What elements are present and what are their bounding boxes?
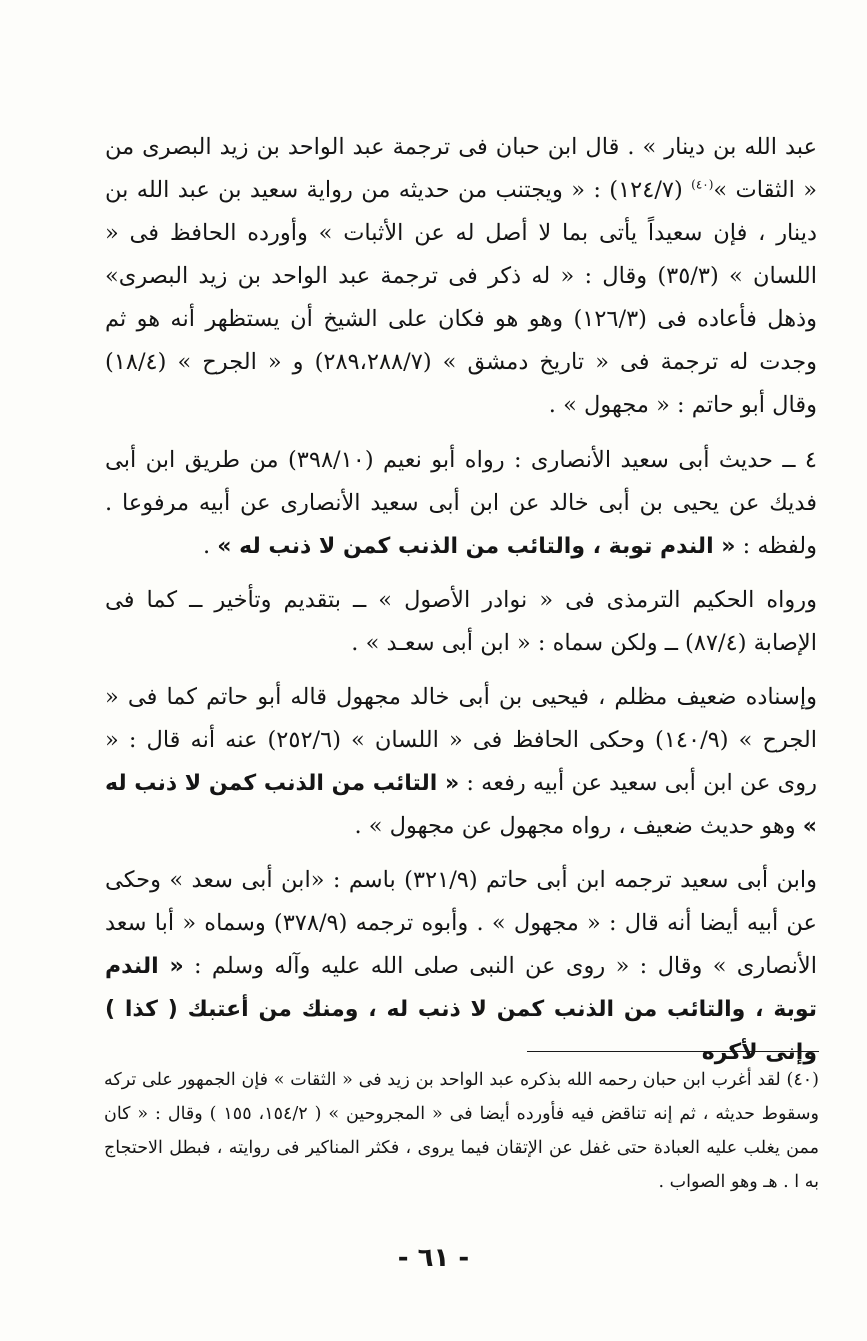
- paragraph-5: [105, 859, 817, 1074]
- main-text: [105, 126, 817, 1085]
- paragraph-4-end: وهو حديث ضعيف ، رواه مجهول عن مجهول » .: [354, 813, 803, 839]
- paragraph-5-text: وابن أبى سعيد ترجمه ابن أبى حاتم (٣٢١/٩) باسم : «ابن أبى سعد » وحكى عن أبيه أيضا أنه قال : « مجهول » . وأبوه ترجمه (٣٧٨/٩) وسماه « أبا سعد الأنصارى » وقال : « روى عن النبى صلى الله عليه وآله وسلم :: [105, 867, 817, 979]
- paragraph-1-text: عبد الله بن دينار » . قال ابن حبان فى ترجمة عبد الواحد بن زيد البصرى من « الثقات »: [105, 134, 818, 203]
- page-number: - ٦١ -: [397, 1243, 470, 1273]
- footnote-separator: [527, 1051, 819, 1052]
- hadith-quote-bold: « الندم توبة ، والتائب من الذنب كمن لا ذنب له ، ومنك من أعتبك ( كذا ) وإنى لأكره: [105, 954, 817, 1065]
- hadith-quote-bold: « التائب من الذنب كمن لا ذنب له »: [105, 771, 817, 839]
- paragraph-2-text: ٤ ــ حديث أبى سعيد الأنصارى : رواه أبو نعيم (٣٩٨/١٠) من طريق ابن أبى فديك عن يحيى بن أبى خالد عن ابن أبى سعيد الأنصارى عن أبيه مرفوعا . ولفظه :: [105, 447, 817, 559]
- paragraph-4-text: وإسناده ضعيف مظلم ، فيحيى بن أبى خالد مجهول قاله أبو حاتم كما فى « الجرح » (١٤٠/٩) وحكى الحافظ فى « اللسان » (٢٥٢/٦) عنه أنه قال : « روى عن ابن أبى سعيد عن أبيه رفعه :: [105, 684, 817, 796]
- paragraph-3-text: ورواه الحكيم الترمذى فى « نوادر الأصول » ــ بتقديم وتأخير ــ كما فى الإصابة (٨٧/٤) ــ ولكن سماه : « ابن أبى سعـد » .: [105, 587, 817, 656]
- paragraph-2: [105, 439, 817, 568]
- paragraph-2-end: .: [202, 533, 218, 559]
- paragraph-4: [105, 676, 817, 848]
- footnote-40: (٤٠) لقد أغرب ابن حبان رحمه الله بذكره عبد الواحد بن زيد فى « الثقات » فإن الجمهور على تركه وسقوط حديثه ، ثم إنه تناقض فيه فأورده أيضا فى « المجروحين » ( ١٥٤/٢، ١٥٥ ) وقال : « كان ممن يغلب عليه العبادة حتى غفل عن الإتقان فيما يروى ، فكثر المناكير فى روايته ، فبطل الاحتجاج به ا . هـ وهو الصواب .: [104, 1070, 819, 1192]
- paragraph-1-text-continued: (١٢٤/٧) : « ويجتنب من حديثه من رواية سعيد بن عبد الله بن دينار ، فإن سعيداً يأتى بما لا أصل له عن الأثبات » وأورده الحافظ فى « اللسان » (٣٥/٣) وقال : « له ذكر فى ترجمة عبد الواحد بن زيد البصرى» وذهل فأعاده فى (١٢٦/٣) وهو هو فكان على الشيخ أن يستظهر أنه هو ثم وجدت له ترجمة فى « تاريخ دمشق » (٢٨٩،٢٨٨/٧) و « الجرح » (١٨/٤) وقال أبو حاتم : « مجهول » .: [105, 177, 818, 418]
- hadith-quote-bold: « الندم توبة ، والتائب من الذنب كمن لا ذنب له »: [217, 534, 736, 559]
- paragraph-3: [105, 579, 817, 665]
- paragraph-1: [105, 126, 817, 427]
- footnote-reference[interactable]: (٤٠): [691, 177, 714, 192]
- footnotes: [104, 1063, 819, 1199]
